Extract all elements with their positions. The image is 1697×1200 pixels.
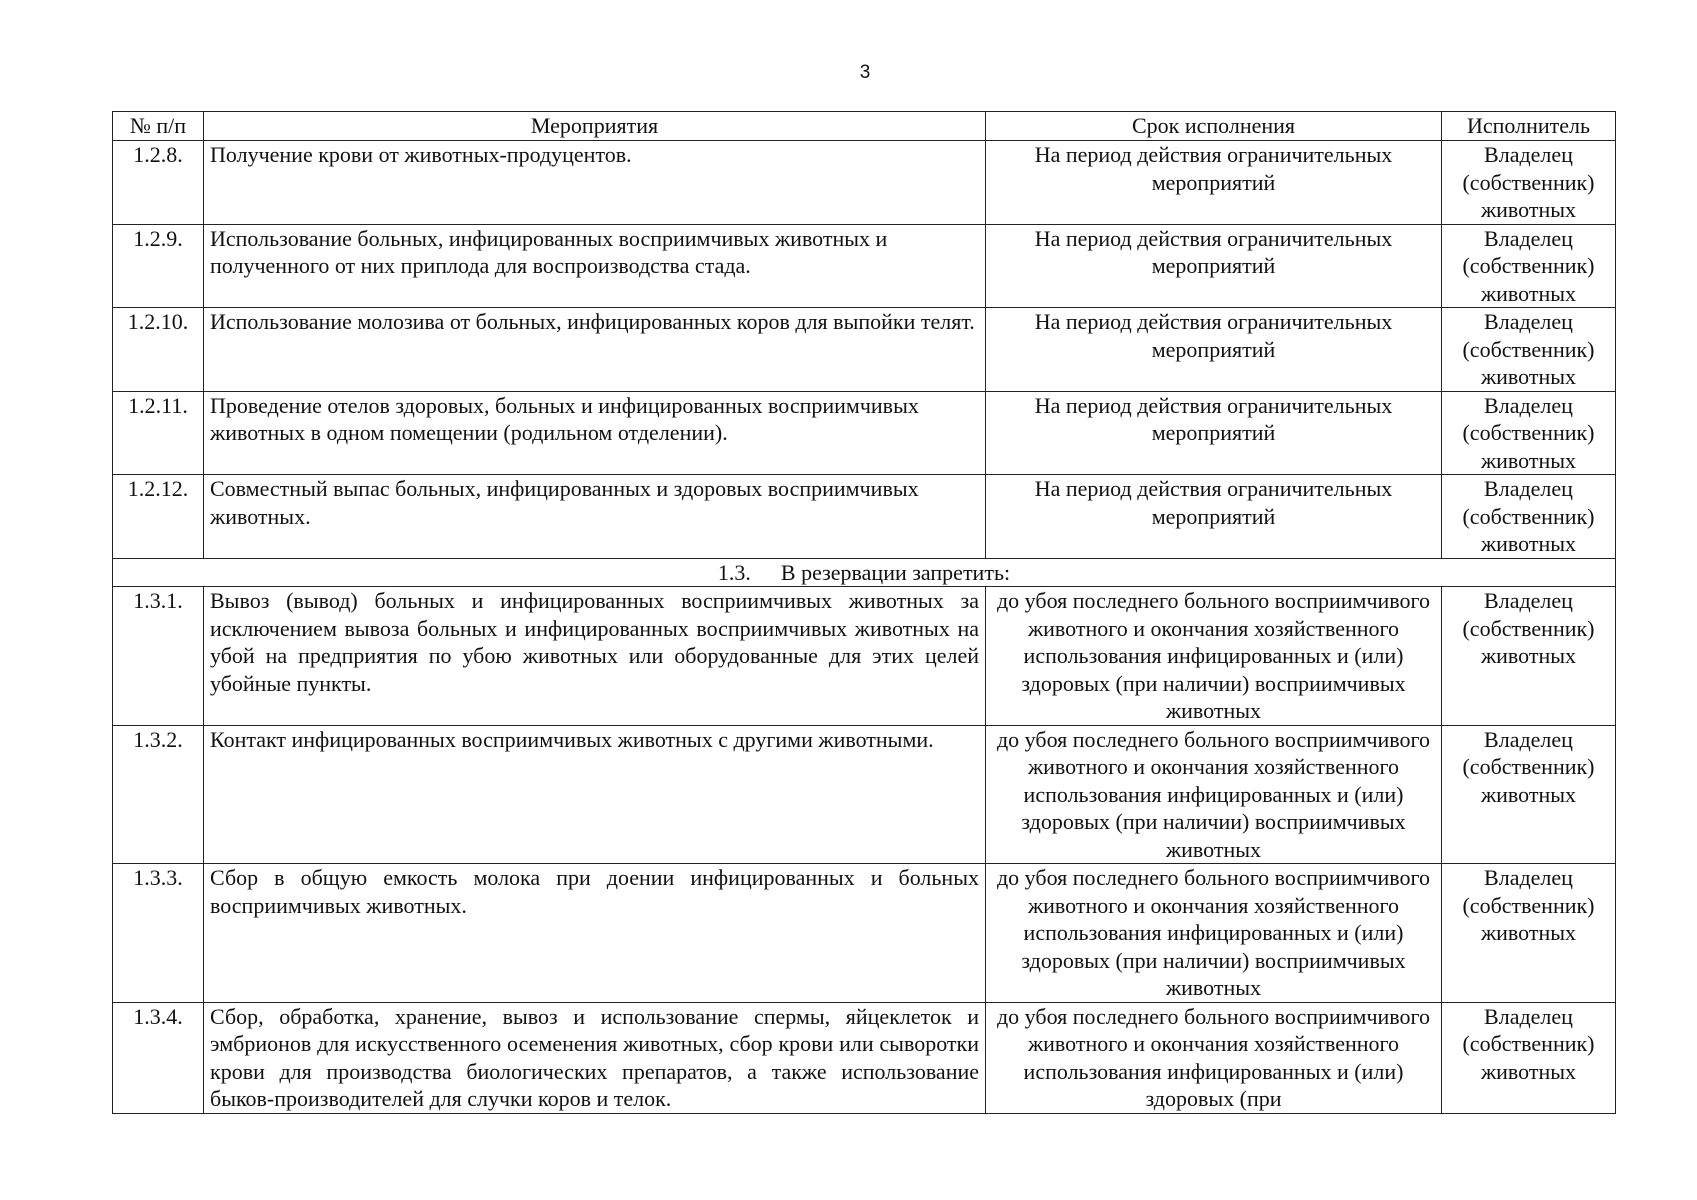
table-row: [113, 475, 1616, 559]
page-number: 3: [859, 62, 871, 83]
row-executor: Владелец (собственник) животных: [1442, 725, 1616, 864]
row-number: 1.2.12.: [113, 475, 204, 559]
section-heading-row: [113, 558, 1616, 587]
row-measure: Сбор, обработка, хранение, вывоз и использование спермы, яйцеклеток и эмбрионов для искусственного осеменения животных, сбор крови или сыворотки крови для производства биологических препаратов, а также использование быков-производителей для случки коров и телок.: [204, 1002, 986, 1113]
table-row: [113, 864, 1616, 1003]
row-measure: Использование молозива от больных, инфицированных коров для выпойки телят.: [204, 308, 986, 392]
row-number: 1.3.4.: [113, 1002, 204, 1113]
table-row: [113, 1002, 1616, 1113]
row-number: 1.3.1.: [113, 587, 204, 726]
measures-table: [112, 111, 1616, 1114]
table-row: [113, 141, 1616, 225]
row-executor: Владелец (собственник) животных: [1442, 224, 1616, 308]
row-number: 1.3.2.: [113, 725, 204, 864]
row-measure: Контакт инфицированных восприимчивых животных с другими животными.: [204, 725, 986, 864]
row-number: 1.2.8.: [113, 141, 204, 225]
table-row: [113, 725, 1616, 864]
row-term: до убоя последнего больного восприимчивого животного и окончания хозяйственного использования инфицированных и (или) здоровых (при наличии) восприимчивых животных: [986, 864, 1442, 1003]
row-number: 1.3.3.: [113, 864, 204, 1003]
row-term: до убоя последнего больного восприимчивого животного и окончания хозяйственного использования инфицированных и (или) здоровых (при наличии) восприимчивых животных: [986, 587, 1442, 726]
table-row: [113, 587, 1616, 726]
row-measure: Совместный выпас больных, инфицированных и здоровых восприимчивых животных.: [204, 475, 986, 559]
row-number: 1.2.11.: [113, 391, 204, 475]
row-number: 1.2.10.: [113, 308, 204, 392]
row-executor: Владелец (собственник) животных: [1442, 391, 1616, 475]
header-num: № п/п: [113, 112, 204, 141]
row-measure: Использование больных, инфицированных восприимчивых животных и полученного от них приплода для воспроизводства стада.: [204, 224, 986, 308]
row-executor: Владелец (собственник) животных: [1442, 864, 1616, 1003]
table-row: [113, 391, 1616, 475]
table-header-row: [113, 112, 1616, 141]
section-title: В резервации запретить:: [780, 559, 1011, 585]
section-number: 1.3.: [717, 559, 751, 585]
row-term: На период действия ограничительных мероприятий: [986, 224, 1442, 308]
row-measure: Сбор в общую емкость молока при доении инфицированных и больных восприимчивых животных.: [204, 864, 986, 1003]
row-term: до убоя последнего больного восприимчивого животного и окончания хозяйственного использования инфицированных и (или) здоровых (при: [986, 1002, 1442, 1113]
table-row: [113, 308, 1616, 392]
section-heading: [113, 558, 1616, 587]
row-measure: Проведение отелов здоровых, больных и инфицированных восприимчивых животных в одном помещении (родильном отделении).: [204, 391, 986, 475]
row-executor: Владелец (собственник) животных: [1442, 587, 1616, 726]
row-executor: Владелец (собственник) животных: [1442, 1002, 1616, 1113]
row-measure: Вывоз (вывод) больных и инфицированных восприимчивых животных за исключением вывоза больных и инфицированных восприимчивых животных на убой на предприятия по убою животных или оборудованные для этих целей убойные пункты.: [204, 587, 986, 726]
header-term: Срок исполнения: [986, 112, 1442, 141]
row-number: 1.2.9.: [113, 224, 204, 308]
row-term: до убоя последнего больного восприимчивого животного и окончания хозяйственного использования инфицированных и (или) здоровых (при наличии) восприимчивых животных: [986, 725, 1442, 864]
row-term: На период действия ограничительных мероприятий: [986, 475, 1442, 559]
row-executor: Владелец (собственник) животных: [1442, 475, 1616, 559]
row-executor: Владелец (собственник) животных: [1442, 308, 1616, 392]
row-term: На период действия ограничительных мероприятий: [986, 141, 1442, 225]
header-executor: Исполнитель: [1442, 112, 1616, 141]
row-term: На период действия ограничительных мероприятий: [986, 391, 1442, 475]
row-term: На период действия ограничительных мероприятий: [986, 308, 1442, 392]
row-measure: Получение крови от животных-продуцентов.: [204, 141, 986, 225]
table-row: [113, 224, 1616, 308]
header-measure: Мероприятия: [204, 112, 986, 141]
row-executor: Владелец (собственник) животных: [1442, 141, 1616, 225]
